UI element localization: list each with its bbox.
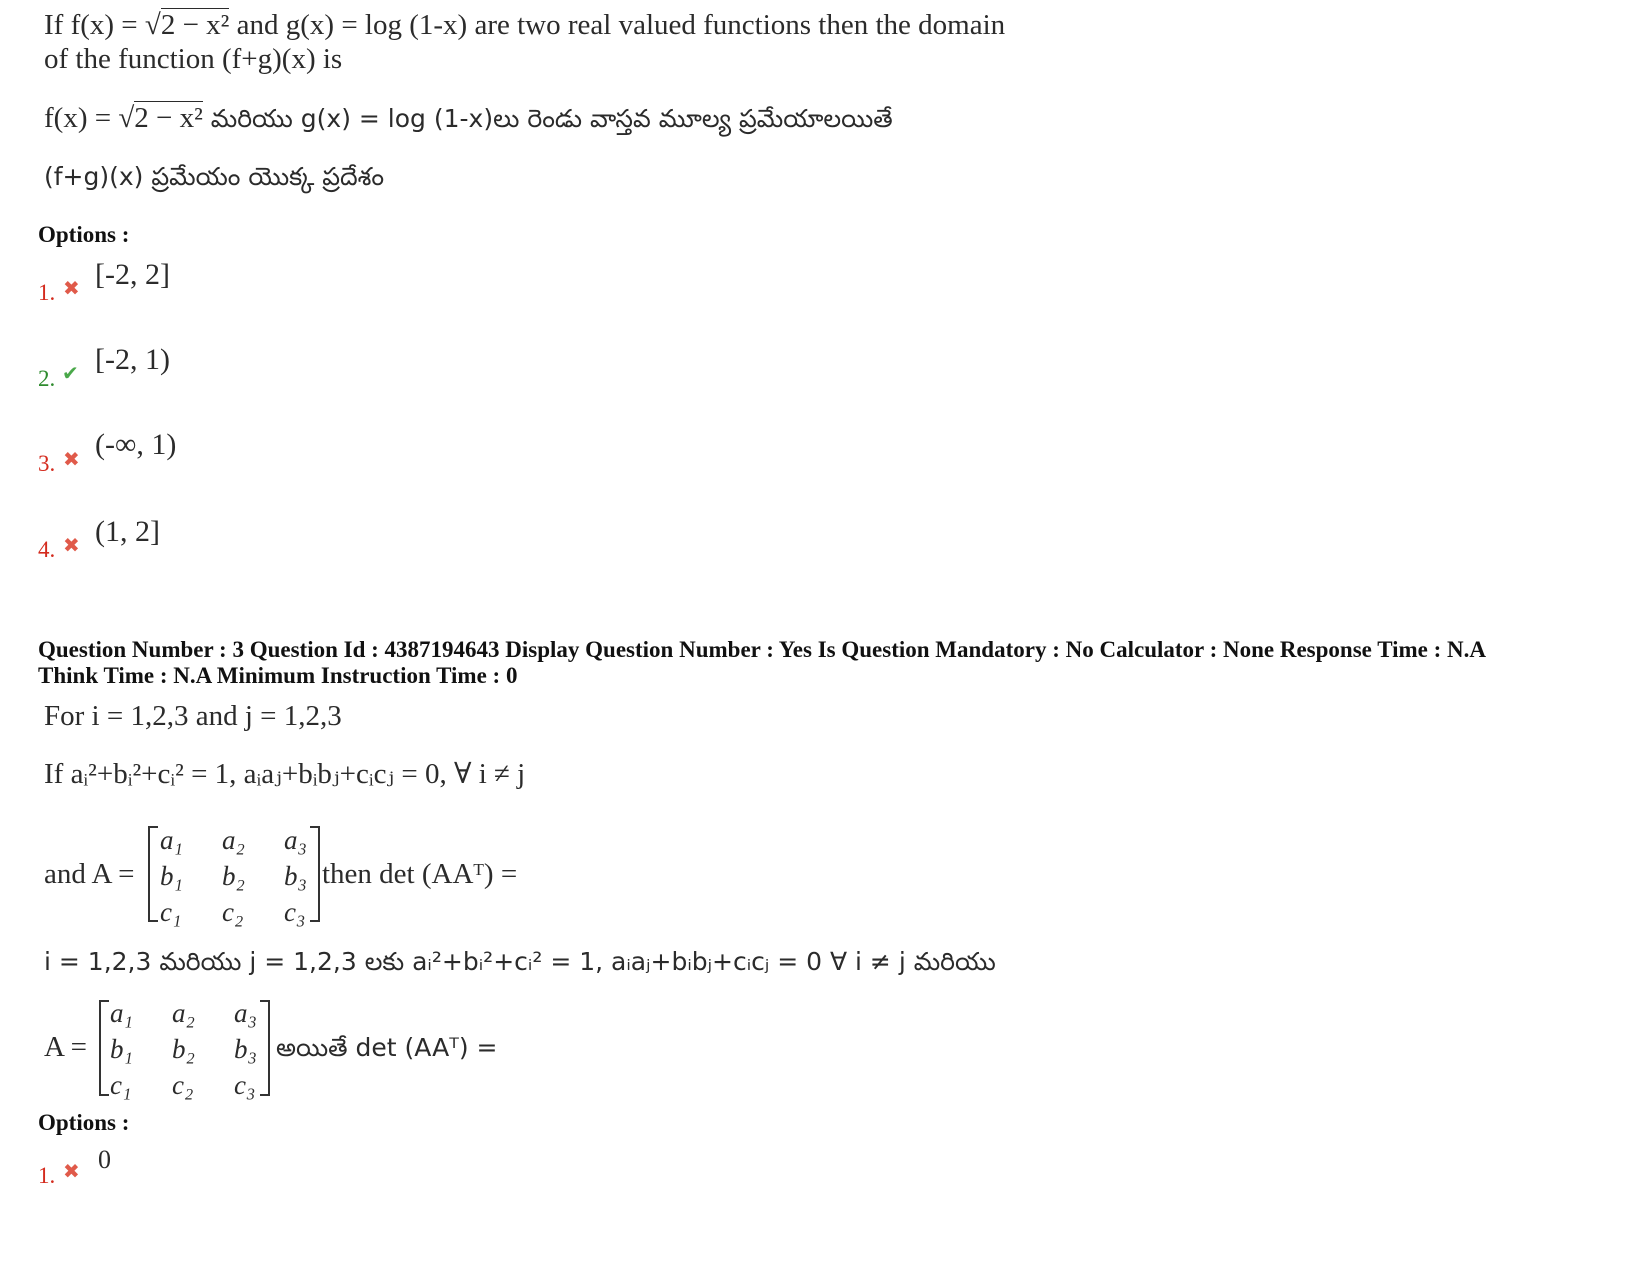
q3-then-det: then det (AAᵀ) = — [322, 858, 518, 890]
matrix-cell: a₃ — [284, 824, 307, 855]
q2-en-post: and g(x) = log (1-x) are two real valued functions then the domain — [229, 9, 1006, 41]
q3-for-line: For i = 1,2,3 and j = 1,2,3 — [44, 700, 342, 732]
option-value: (1, 2] — [95, 515, 160, 548]
q2-english-line2: of the function (f+g)(x) is — [44, 43, 343, 75]
q2-te-post: మరియు g(x) = log (1-x)లు రెండు వాస్తవ మూల్య ప్రమేయాలయితే — [202, 104, 893, 133]
q3-and-a-label: and A = — [44, 858, 135, 890]
matrix-cell: a₁ — [110, 997, 133, 1028]
option-value: [-2, 2] — [95, 258, 170, 291]
q3-te-a-label: A = — [44, 1031, 87, 1063]
matrix-cell: c₃ — [284, 896, 306, 927]
q2-option-4[interactable] — [38, 515, 238, 565]
matrix-cell: b₃ — [284, 860, 307, 891]
matrix-cell: c₁ — [160, 896, 182, 927]
matrix-cell: a₂ — [172, 997, 195, 1028]
q2-telugu-line1 — [44, 101, 893, 140]
matrix-right-bracket — [310, 826, 320, 922]
matrix-cell: a₂ — [222, 824, 245, 855]
q3-meta-line1: Question Number : 3 Question Id : 4387194643 Display Question Number : Yes Is Question Mandatory : No Calculator : None Response Time : N.A — [38, 637, 1487, 662]
matrix-cell: b₁ — [160, 860, 183, 891]
q3-options-label: Options : — [38, 1110, 130, 1135]
option-number: 3. — [38, 451, 56, 476]
q3-if-line: If aᵢ²+bᵢ²+cᵢ² = 1, aᵢaⱼ+bᵢbⱼ+cᵢcⱼ = 0, ∀ i ≠ j — [44, 758, 526, 790]
q2-option-3[interactable] — [38, 428, 238, 478]
q2-en-radicand: 2 − x² — [160, 9, 230, 41]
option-value: [-2, 1) — [95, 343, 170, 376]
matrix-cell: b₂ — [172, 1033, 195, 1064]
q2-telugu-line2: (f+g)(x) ప్రమేయం యొక్క ప్రదేశం — [44, 162, 385, 191]
option-value: 0 — [98, 1145, 111, 1174]
matrix-left-bracket — [148, 826, 158, 922]
option-value: (-∞, 1) — [95, 428, 177, 461]
wrong-mark-icon: ✖ — [63, 533, 80, 557]
matrix-cell: b₃ — [234, 1033, 257, 1064]
q2-te-radicand: 2 − x² — [134, 102, 203, 134]
matrix-cell: c₂ — [222, 896, 244, 927]
q3-telugu-line: i = 1,2,3 మరియు j = 1,2,3 లకు aᵢ²+bᵢ²+cᵢ² = 1, aᵢaⱼ+bᵢbⱼ+cᵢcⱼ = 0 ∀ i ≠ j మరియు — [44, 947, 996, 976]
wrong-mark-icon: ✖ — [63, 276, 80, 300]
wrong-mark-icon: ✖ — [63, 447, 80, 471]
matrix-cell: c₂ — [172, 1069, 194, 1100]
matrix-left-bracket — [99, 1000, 109, 1096]
check-mark-icon: ✔ — [62, 361, 79, 385]
option-number: 1. — [38, 1163, 56, 1188]
q2-english-line1 — [44, 8, 1005, 42]
matrix-right-bracket — [260, 1000, 270, 1096]
matrix-cell: a₃ — [234, 997, 257, 1028]
matrix-cell: b₂ — [222, 860, 245, 891]
q2-option-1[interactable] — [38, 258, 238, 308]
q2-option-2[interactable] — [38, 343, 238, 393]
matrix-cell: b₁ — [110, 1033, 133, 1064]
q3-meta-line2: Think Time : N.A Minimum Instruction Time : 0 — [38, 663, 518, 688]
q2-options-label: Options : — [38, 222, 130, 247]
q2-te-pre: f(x) = — [44, 102, 119, 134]
matrix-cell: c₁ — [110, 1069, 132, 1100]
q3-te-then: అయితే det (AAᵀ) = — [276, 1033, 498, 1062]
sqrt-symbol: √ — [118, 102, 135, 134]
sqrt-symbol: √ — [144, 9, 161, 41]
q2-en-pre: If f(x) = — [44, 9, 145, 41]
matrix-cell: a₁ — [160, 824, 183, 855]
option-number: 1. — [38, 280, 56, 305]
wrong-mark-icon: ✖ — [63, 1159, 80, 1183]
option-number: 4. — [38, 537, 56, 562]
q3-option-1[interactable] — [38, 1145, 238, 1195]
option-number: 2. — [38, 366, 56, 391]
matrix-cell: c₃ — [234, 1069, 256, 1100]
